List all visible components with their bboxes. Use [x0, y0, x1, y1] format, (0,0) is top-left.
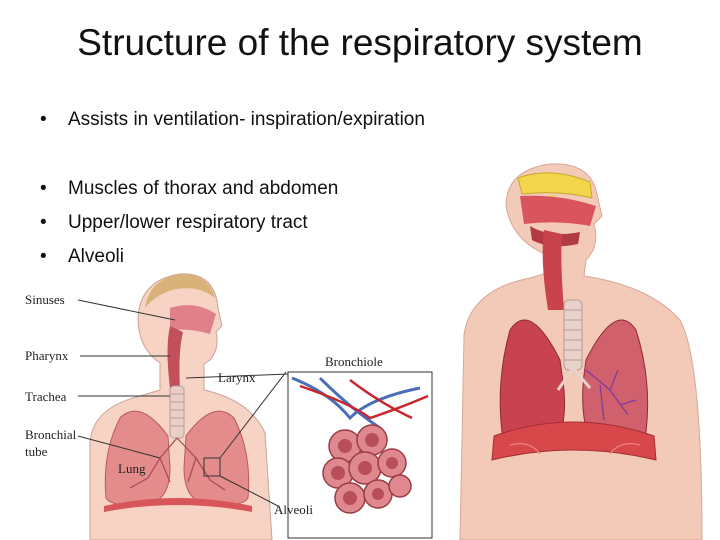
label-trachea: Trachea: [25, 389, 67, 404]
label-bronchial-tube-line2: tube: [25, 444, 48, 459]
label-pharynx: Pharynx: [25, 348, 69, 363]
label-larynx: Larynx: [218, 370, 256, 385]
bullet-dot: •: [40, 178, 47, 199]
bullet-dot: •: [40, 212, 47, 233]
label-sinuses: Sinuses: [25, 292, 65, 307]
bullet-item: • Upper/lower respiratory tract: [40, 212, 308, 233]
respiratory-labeled-diagram: [20, 268, 440, 540]
label-bronchiole: Bronchiole: [325, 354, 383, 369]
bullet-dot: •: [40, 246, 47, 267]
respiratory-anatomy-illustration: [440, 160, 720, 540]
label-bronchial-tube-line1: Bronchial: [25, 427, 77, 442]
label-alveoli: Alveoli: [274, 502, 313, 517]
bullet-item: • Alveoli: [40, 246, 124, 267]
bullet-item: • Muscles of thorax and abdomen: [40, 178, 339, 199]
bullet-dot: •: [40, 109, 47, 130]
label-lung: Lung: [118, 461, 146, 476]
slide-title: Structure of the respiratory system: [77, 22, 643, 63]
bullet-item: • Assists in ventilation- inspiration/expiration: [40, 109, 425, 130]
